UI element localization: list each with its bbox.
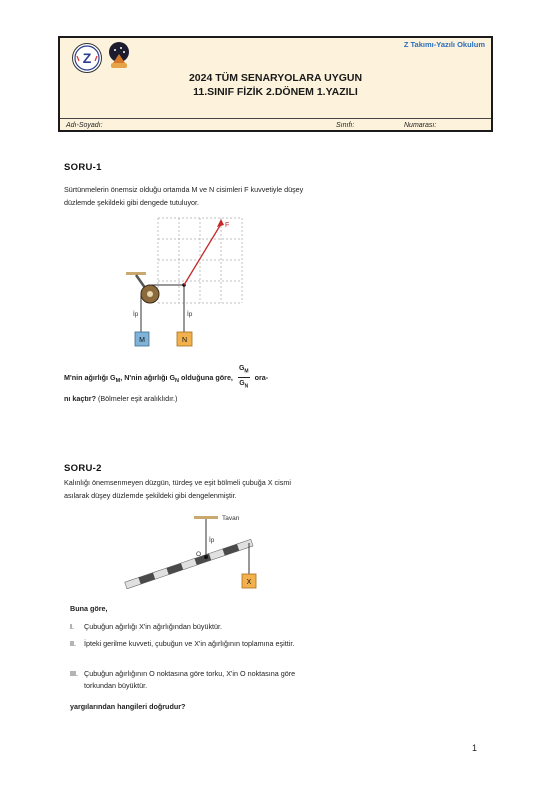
option-1-number: I. — [70, 622, 74, 631]
option-1 — [70, 621, 320, 633]
pulley-axle — [147, 291, 153, 297]
ceiling-bar — [194, 516, 218, 519]
option-3 — [70, 668, 320, 692]
question-2-figure — [118, 510, 278, 598]
mass-m-label: M — [139, 337, 145, 344]
class-field-label: Sınıfı: — [336, 122, 355, 129]
exam-header — [58, 36, 493, 132]
fraction-numerator: G — [238, 365, 245, 372]
subscript-n: N — [175, 378, 180, 385]
left-rope-label: İp — [133, 311, 139, 318]
force-arrowhead — [217, 219, 224, 227]
prompt-part-d: ora- — [254, 372, 269, 382]
pivot-point — [204, 555, 208, 559]
prompt-part-e: nı kaçtır? — [64, 393, 96, 403]
fraction-denominator: G — [239, 380, 245, 388]
pivot-label: O — [196, 551, 202, 558]
ceiling-bar — [126, 272, 146, 275]
rope-label: İp — [209, 537, 215, 544]
option-2-number: II. — [70, 639, 76, 648]
question-1-text: Sürtünmelerin önemsiz olduğu ortamda M ve N cisimleri F kuvvetiyle düşey düzlemde şekildeki gibi dengede tutuluyor. — [64, 185, 304, 207]
right-rope-label: İp — [187, 311, 193, 318]
subscript-m: M — [115, 378, 121, 385]
option-2-text: İpteki gerilme kuvveti, çubuğun ve X'in ağırlığının toplamına eşittir. — [84, 639, 295, 648]
number-field-label: Numarası: — [404, 122, 437, 129]
question-1-prompt — [64, 363, 334, 405]
question-1-figure — [118, 212, 253, 352]
fraction-numerator-sub: M — [244, 368, 249, 375]
prompt-note: (Bölmeler eşit aralıklıdır.) — [97, 393, 178, 403]
rod — [125, 539, 253, 589]
option-2 — [70, 638, 320, 662]
exam-title-line1: 2024 TÜM SENARYOLARA UYGUN — [188, 72, 363, 84]
page-number: 1 — [471, 743, 477, 753]
mass-n-label: N — [181, 337, 188, 344]
header-divider — [60, 118, 491, 119]
force-arrow — [184, 224, 221, 285]
option-1-text: Çubuğun ağırlığı X'in ağırlığından büyüktür. — [84, 622, 223, 631]
force-label: F — [225, 222, 230, 229]
logo-letter: Z — [82, 50, 92, 66]
prompt-part-c: olduğuna göre, — [179, 372, 233, 382]
school-logo — [104, 41, 134, 73]
fraction-denominator-sub: N — [244, 383, 249, 390]
option-3-number: III. — [70, 669, 78, 678]
question-2-text: Kalınlığı önemsenmeyen düzgün, türdeş ve eşit bölmeli çubuğa X cismi asılarak düşey düzlemde şekildeki gibi dengelenmiştir. — [64, 478, 291, 500]
name-field-label: Adı-Soyadı: — [66, 122, 103, 129]
z-team-logo — [72, 43, 102, 73]
prompt-part-a: M'nin ağırlığı G — [64, 372, 116, 382]
ceiling-label: Tavan — [222, 515, 240, 522]
question-2-lead: Buna göre, — [70, 604, 108, 613]
brand-name: Z Takımı-Yazılı Okulum — [403, 40, 485, 49]
grid — [158, 218, 242, 303]
question-2-title: SORU-2 — [64, 463, 102, 474]
prompt-part-b: , N'nin ağırlığı G — [120, 372, 176, 382]
exam-title-line2: 11.SINIF FİZİK 2.DÖNEM 1.YAZILI — [193, 86, 358, 98]
mass-x-label: X — [246, 579, 252, 586]
option-3-text: Çubuğun ağırlığının O noktasına göre torku, X'in O noktasına göre torkundan büyüktür. — [84, 669, 296, 690]
ratio-fraction — [238, 363, 250, 393]
question-1-title: SORU-1 — [64, 162, 102, 173]
question-2-prompt: yargılarından hangileri doğrudur? — [70, 702, 186, 711]
